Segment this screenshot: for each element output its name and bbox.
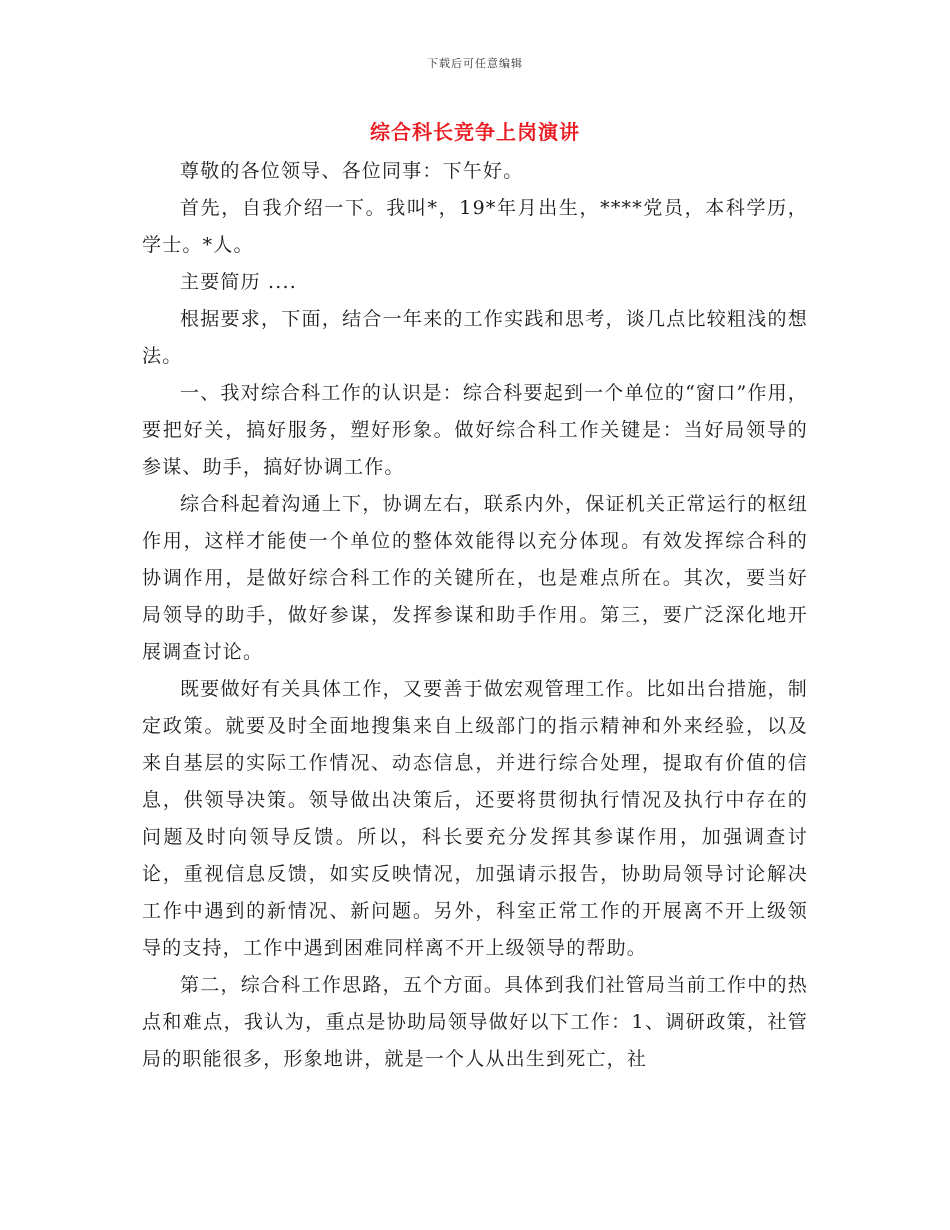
document-title: 综合科长竞争上岗演讲	[370, 120, 580, 144]
document-body	[142, 153, 808, 1078]
paragraph-understanding: 一、我对综合科工作的认识是：综合科要起到一个单位的“窗口”作用，要把好关，搞好服务，塑好形象。做好综合科工作关键是：当好局领导的参谋、助手，搞好协调工作。	[142, 382, 808, 478]
paragraph-work-ideas: 第二，综合科工作思路，五个方面。具体到我们社管局当前工作中的热点和难点，我认为，重点是协助局领导做好以下工作：1、调研政策，社管局的职能很多，形象地讲，就是一个人从出生到死亡，社	[142, 974, 808, 1070]
paragraph-intro-remarks: 根据要求，下面，结合一年来的工作实践和思考，谈几点比较粗浅的想法。	[142, 308, 808, 367]
paragraph-macro-management: 既要做好有关具体工作，又要善于做宏观管理工作。比如出台措施，制定政策。就要及时全面地搜集来自上级部门的指示精神和外来经验，以及来自基层的实际工作情况、动态信息，并进行综合处理，提取有价值的信息，供领导决策。领导做出决策后，还要将贯彻执行情况及执行中存在的问题及时向领导反馈。所以，科长要充分发挥其参谋作用，加强调查讨论，重视信息反馈，如实反映情况，加强请示报告，协助局领导讨论解决工作中遇到的新情况、新问题。另外，科室正常工作的开展离不开上级领导的支持，工作中遇到困难同样离不开上级领导的帮助。	[142, 678, 808, 959]
header-note: 下载后可任意编辑	[427, 57, 523, 70]
paragraph-self-introduction: 首先，自我介绍一下。我叫*，19*年月出生，****党员，本科学历，学士。*人。	[142, 197, 808, 256]
paragraph-greeting: 尊敬的各位领导、各位同事：下午好。	[180, 160, 524, 182]
paragraph-coordination: 综合科起着沟通上下，协调左右，联系内外，保证机关正常运行的枢纽作用，这样才能使一个单位的整体效能得以充分体现。有效发挥综合科的协调作用，是做好综合科工作的关键所在，也是难点所在。其次，要当好局领导的助手，做好参谋，发挥参谋和助手作用。第三，要广泛深化地开展调查讨论。	[142, 493, 808, 663]
paragraph-resume: 主要简历 ....	[180, 271, 297, 293]
